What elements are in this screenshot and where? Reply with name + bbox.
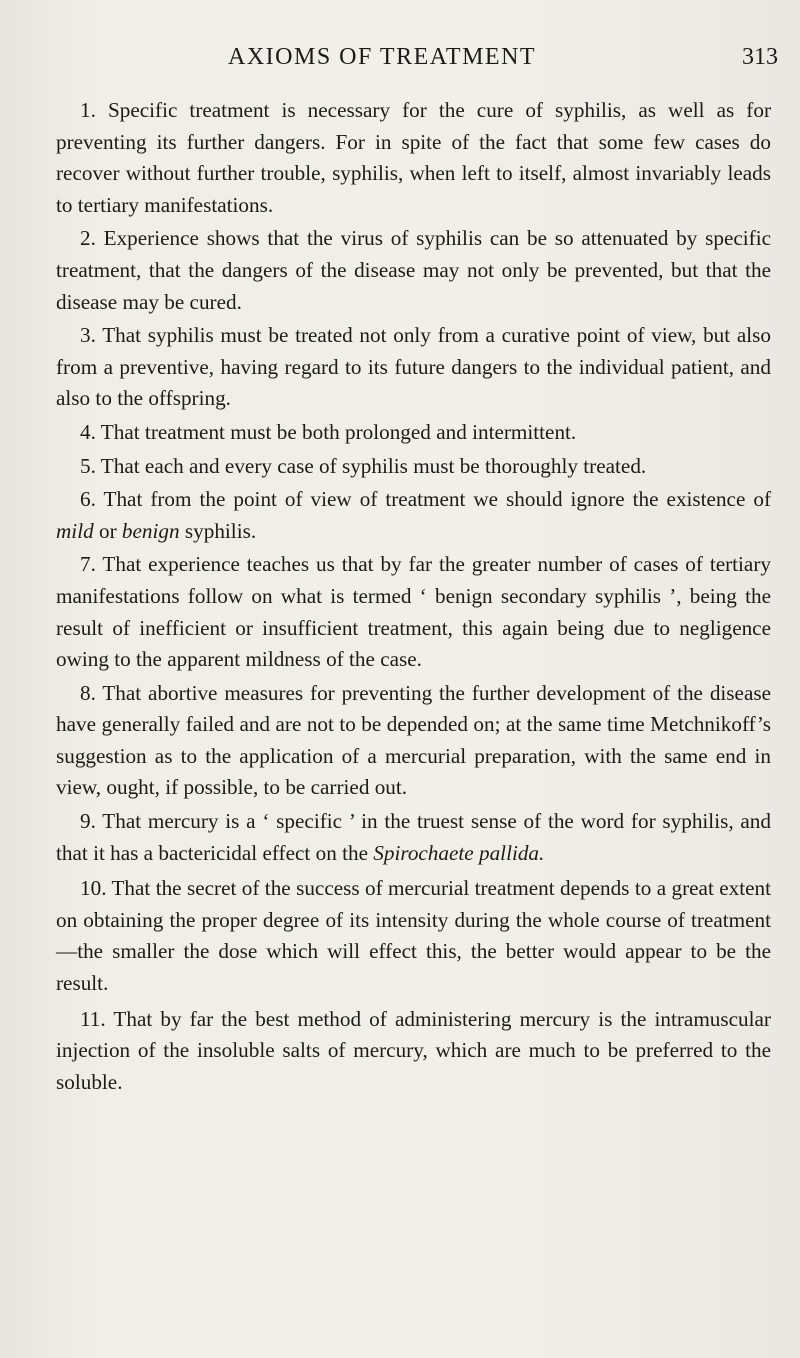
axiom-6-text-or: or bbox=[93, 518, 122, 543]
page-title: AXIOMS OF TREATMENT bbox=[228, 44, 537, 70]
axiom-8: 8. That abortive measures for preventing the further development of the disease have generally failed and are not to be depended on; at the same time Metchnikoff’s suggestion as to the application of a mercurial preparation, with the same end in view, ought, if possible, to be carried out. bbox=[56, 680, 771, 800]
axiom-4: 4. That treatment must be both prolonged and intermittent. bbox=[80, 419, 577, 444]
axiom-6-text-start: 6. That from the point of view of treatment we should ignore the existence of bbox=[80, 487, 771, 512]
axiom-6-text-end: syphilis. bbox=[179, 518, 257, 543]
axiom-9 bbox=[56, 806, 771, 869]
axiom-10: 10. That the secret of the success of mercurial treatment depends to a great extent on obtaining the proper degree of its intensity during the whole course of treatment—the smaller the dose which will effect this, the better would appear to be the result. bbox=[56, 876, 771, 996]
axiom-6 bbox=[56, 484, 771, 547]
axiom-6-emphasis-benign: benign bbox=[121, 518, 180, 543]
axiom-11: 11. That by far the best method of administering mercury is the intramuscular injection of the insoluble salts of mercury, which are much to be preferred to the soluble. bbox=[56, 1006, 771, 1094]
axiom-2: 2. Experience shows that the virus of syphilis can be so attenuated by specific treatment, that the dangers of the disease may not only be prevented, but that the disease may be cured. bbox=[56, 226, 771, 314]
axiom-9-text: 9. That mercury is a ‘ specific ’ in the truest sense of the word for syphilis, and that it has a bactericidal effect on the bbox=[56, 809, 771, 865]
page-number: 313 bbox=[742, 44, 778, 70]
axiom-9-organism-name: Spirochaete pallida. bbox=[373, 840, 545, 865]
axiom-7: 7. That experience teaches us that by far the greater number of cases of tertiary manifestations follow on what is termed ‘ benign secondary syphilis ’, being the result of inefficient or insufficient treatment, this again being due to negligence owing to the apparent mildness of the case. bbox=[56, 552, 771, 672]
axiom-6-emphasis-mild: mild bbox=[56, 518, 94, 543]
axiom-3: 3. That syphilis must be treated not only from a curative point of view, but also from a preventive, having regard to its future dangers to the individual patient, and also to the offspring. bbox=[56, 323, 771, 411]
axioms-list bbox=[56, 95, 771, 1100]
axiom-5: 5. That each and every case of syphilis must be thoroughly treated. bbox=[80, 453, 647, 478]
running-head bbox=[228, 44, 778, 84]
axiom-1: 1. Specific treatment is necessary for the cure of syphilis, as well as for preventing its further dangers. For in spite of the fact that some few cases do recover without further trouble, syphilis, when left to itself, almost invariably leads to tertiary manifestations. bbox=[56, 98, 771, 217]
